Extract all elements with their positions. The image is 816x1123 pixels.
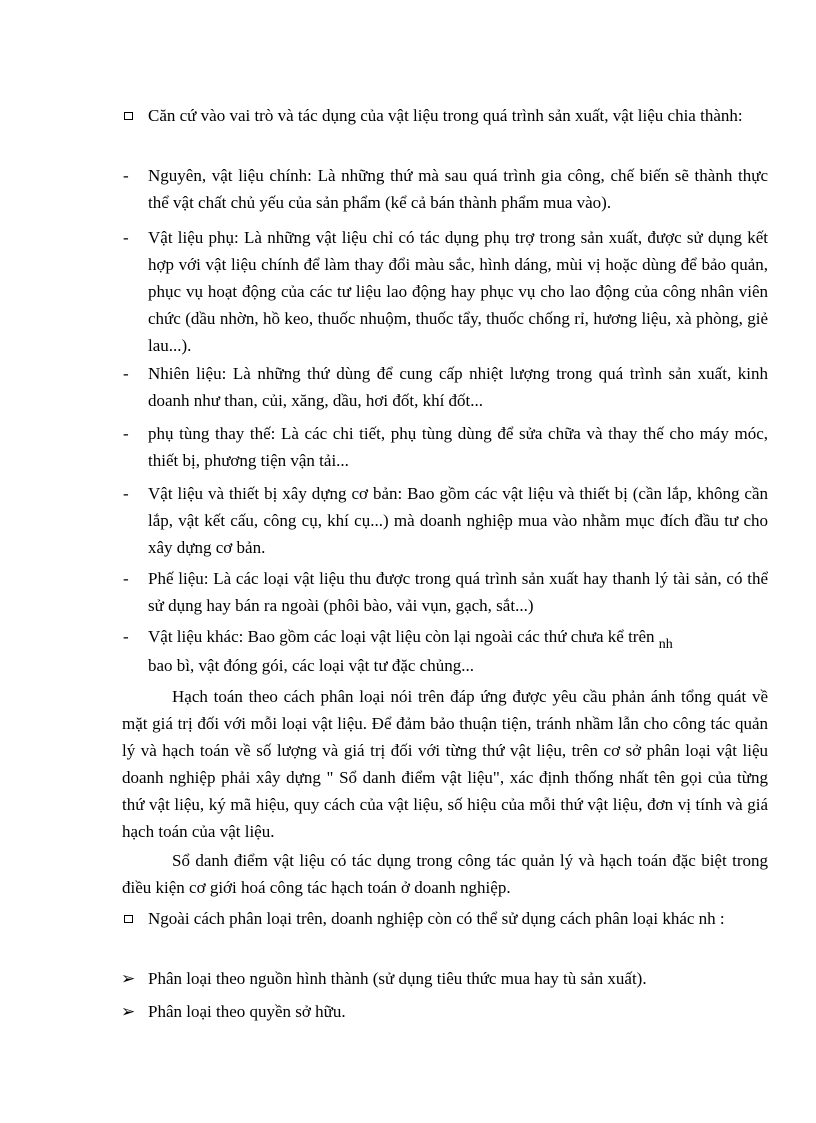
bullet-paragraph-other-classification: Ngoài cách phân loại trên, doanh nghiệp còn có thể sử dụng cách phân loại khác nh : [148,909,725,928]
other-materials-line1: Vật liệu khác: Bao gồm các loại vật liệu còn lại ngoài các thứ chưa kể trên [148,627,655,646]
dash-marker: - [123,484,129,503]
list-item-scrap: Phế liệu: Là các loại vật liệu thu được trong quá trình sản xuất hay thanh lý tài sản, có thể sử dụng hay bán ra ngoài (phôi bào, vải vụn, gạch, sắt...) [148,569,768,615]
dash-marker: - [123,364,129,383]
arrow-bullet-icon: ➢ [121,1002,136,1021]
arrow-item-ownership: Phân loại theo quyền sở hữu. [148,1002,346,1021]
list-item-fuel: Nhiên liệu: Là những thứ dùng để cung cấp nhiệt lượng trong quá trình sản xuất, kinh doanh như than, củi, xăng, dầu, hơi đốt, khí đốt... [148,364,768,410]
dash-marker: - [123,424,129,443]
dash-marker: - [123,228,129,247]
other-materials-line2: bao bì, vật đóng gói, các loại vật tư đặc chủng... [148,656,474,675]
dash-marker: - [123,166,129,185]
paragraph-catalog: Sổ danh điểm vật liệu có tác dụng trong công tác quản lý và hạch toán đặc biệt trong điều kiện cơ giới hoá công tác hạch toán ở doanh nghiệp. [122,851,768,897]
list-item-construction-materials: Vật liệu và thiết bị xây dựng cơ bản: Bao gồm các vật liệu và thiết bị (cần lắp, không cần lắp, vật kết cấu, công cụ, khí cụ...) mà doanh nghiệp mua vào nhằm mục đích đầu tư cho xây dựng cơ bản. [148,484,768,557]
list-item-other-materials [148,623,768,679]
square-bullet-icon [124,112,133,120]
other-materials-subscript: nh [658,637,673,652]
square-bullet-icon [124,915,133,923]
dash-marker: - [123,569,129,588]
arrow-bullet-icon: ➢ [121,969,136,988]
list-item-auxiliary-materials: Vật liệu phụ: Là những vật liệu chỉ có tác dụng phụ trợ trong sản xuất, được sử dụng kết hợp với vật liệu chính để làm thay đổi màu sắc, hình dáng, mùi vị hoặc dùng để bảo quản, phục vụ hoạt động của các tư liệu lao động hay phục vụ cho lao động của công nhân viên chức (dầu nhờn, hồ keo, thuốc nhuộm, thuốc tẩy, thuốc chống rỉ, hương liệu, xà phòng, giẻ lau...). [148,228,768,355]
arrow-item-source: Phân loại theo nguồn hình thành (sử dụng tiêu thức mua hay tù sản xuất). [148,969,647,988]
dash-marker: - [123,627,129,646]
list-item-main-materials: Nguyên, vật liệu chính: Là những thứ mà sau quá trình gia công, chế biến sẽ thành thực thể vật chất chủ yếu của sản phẩm (kể cả bán thành phẩm mua vào). [148,166,768,212]
list-item-spare-parts: phụ tùng thay thế: Là các chi tiết, phụ tùng dùng để sửa chữa và thay thế cho máy móc, thiết bị, phương tiện vận tải... [148,424,768,470]
paragraph-accounting: Hạch toán theo cách phân loại nói trên đáp ứng được yêu cầu phản ánh tổng quát về mặt giá trị đối với mỗi loại vật liệu. Để đảm bảo thuận tiện, tránh nhầm lẫn cho công tác quản lý và hạch toán về số lượng và giá trị đối với từng thứ vật liệu, trên cơ sở phân loại vật liệu doanh nghiệp phải xây dựng " Sổ danh điểm vật liệu", xác định thống nhất tên gọi của từng thứ vật liệu, ký mã hiệu, quy cách của vật liệu, số hiệu của mỗi thứ vật liệu, đơn vị tính và giá hạch toán của vật liệu. [122,687,768,841]
bullet-paragraph-classification: Căn cứ vào vai trò và tác dụng của vật liệu trong quá trình sản xuất, vật liệu chia thành: [148,106,743,125]
